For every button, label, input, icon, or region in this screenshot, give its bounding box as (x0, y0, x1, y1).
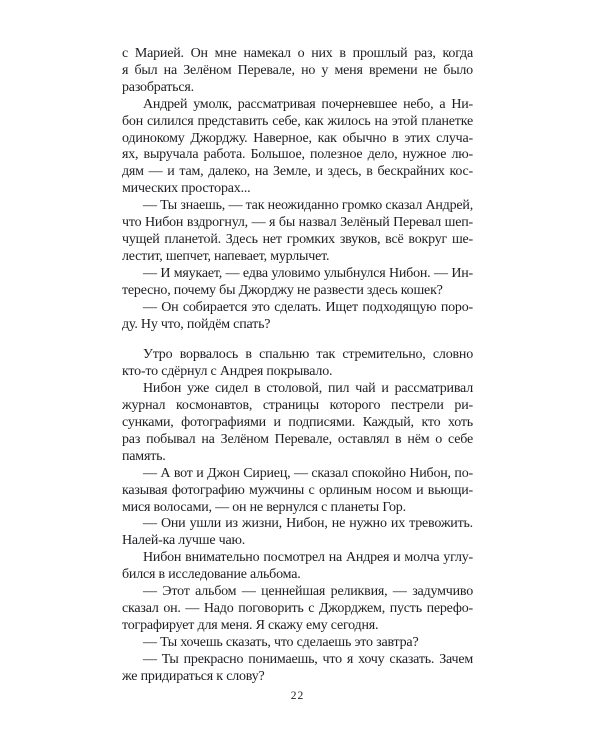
text-line: одинокому Джорджу. Наверное, как обычно в этих случа- (122, 130, 473, 146)
paragraph (122, 584, 473, 635)
text-line: кто-то сдёрнул с Андрея покрывало. (122, 364, 333, 380)
paragraph (122, 46, 473, 97)
text-line: раз побывал на Зелёном Перевале, оставлял в нём о себе (122, 431, 473, 447)
text-line: мических просторах... (122, 181, 251, 197)
text-line: сказал он. — Надо поговорить с Джорджем, пусть перефо- (122, 601, 473, 616)
text-line: память. (122, 448, 166, 464)
text-line: — Ты знаешь, — так неожиданно громко сказал Андрей, (143, 198, 473, 214)
paragraph (122, 300, 473, 334)
text-line: дям — и там, далеко, на Земле, и здесь, в бескрайних кос- (122, 164, 473, 180)
text-line: Нибон внимательно посмотрел на Андрея и молча углу- (143, 550, 473, 566)
paragraph (122, 97, 473, 198)
paragraph (122, 466, 473, 517)
text-line: лестит, шепчет, напевает, мурлычет. (122, 248, 330, 264)
paragraph (122, 635, 473, 652)
page-number: 22 (290, 690, 305, 702)
text-line: бился в исследование альбома. (122, 567, 301, 583)
text-line: разобраться. (122, 79, 194, 95)
text-line: мися волосами, — он не вернулся с планеты Гор. (122, 499, 406, 515)
paragraph (122, 347, 473, 381)
text-line: ях, выручала работа. Большое, полезное дело, нужное лю- (122, 147, 473, 163)
page-text (122, 46, 473, 686)
text-line: Андрей умолк, рассматривая почерневшее небо, а Ни- (143, 96, 473, 112)
text-line: — А вот и Джон Сириец, — сказал спокойно Нибон, по- (143, 465, 473, 481)
text-line: Утро ворвалось в спальню так стремительно, словно (143, 347, 473, 363)
text-line: Нибон уже сидел в столовой, пил чай и рассматривал (143, 381, 473, 397)
text-line: я был на Зелёном Перевале, но у меня времени не было (122, 62, 473, 78)
paragraph (122, 652, 473, 686)
text-line: бон силился представить себе, как жилось на этой планетке (122, 113, 473, 129)
text-line: с Марией. Он мне намекал о них в прошлый раз, когда (122, 46, 473, 61)
text-line: что Нибон вздрогнул, — я бы назвал Зелёный Перевал шеп- (122, 215, 473, 231)
text-line: тересно, почему бы Джорджу не развести здесь кошек? (122, 282, 443, 298)
text-line: журнал космонавтов, страницы которого пестрели ри- (122, 398, 473, 414)
text-line: — Он собирается это сделать. Ищет подходящую поро- (143, 299, 473, 315)
text-line: — Ты хочешь сказать, что сделаешь это завтра? (143, 634, 419, 650)
text-line: же придираться к слову? (122, 668, 265, 684)
paragraph (122, 516, 473, 550)
text-line: казывая фотографию мужчины с орлиным носом и вьющи- (122, 482, 473, 498)
paragraph (122, 550, 473, 584)
text-line: — Этот альбом — ценнейшая реликвия, — задумчиво (143, 584, 473, 600)
text-line: чущей планетой. Здесь нет громких звуков, всё вокруг ше- (122, 231, 473, 247)
text-line: — И мяукает, — едва уловимо улыбнулся Нибон. — Ин- (143, 265, 473, 281)
text-line: Налей-ка лучше чаю. (122, 533, 246, 549)
paragraph (122, 266, 473, 300)
paragraph (122, 198, 473, 266)
text-line: тографирует для меня. Я скажу ему сегодня. (122, 617, 379, 633)
text-line: сунками, фотографиями и подписями. Каждый, кто хоть (122, 415, 473, 431)
text-line: — Они ушли из жизни, Нибон, не нужно их тревожить. (143, 516, 473, 532)
text-line: — Ты прекрасно понимаешь, что я хочу сказать. Зачем (143, 651, 473, 667)
paragraph (122, 381, 473, 466)
text-line: ду. Ну что, пойдём спать? (122, 316, 271, 332)
